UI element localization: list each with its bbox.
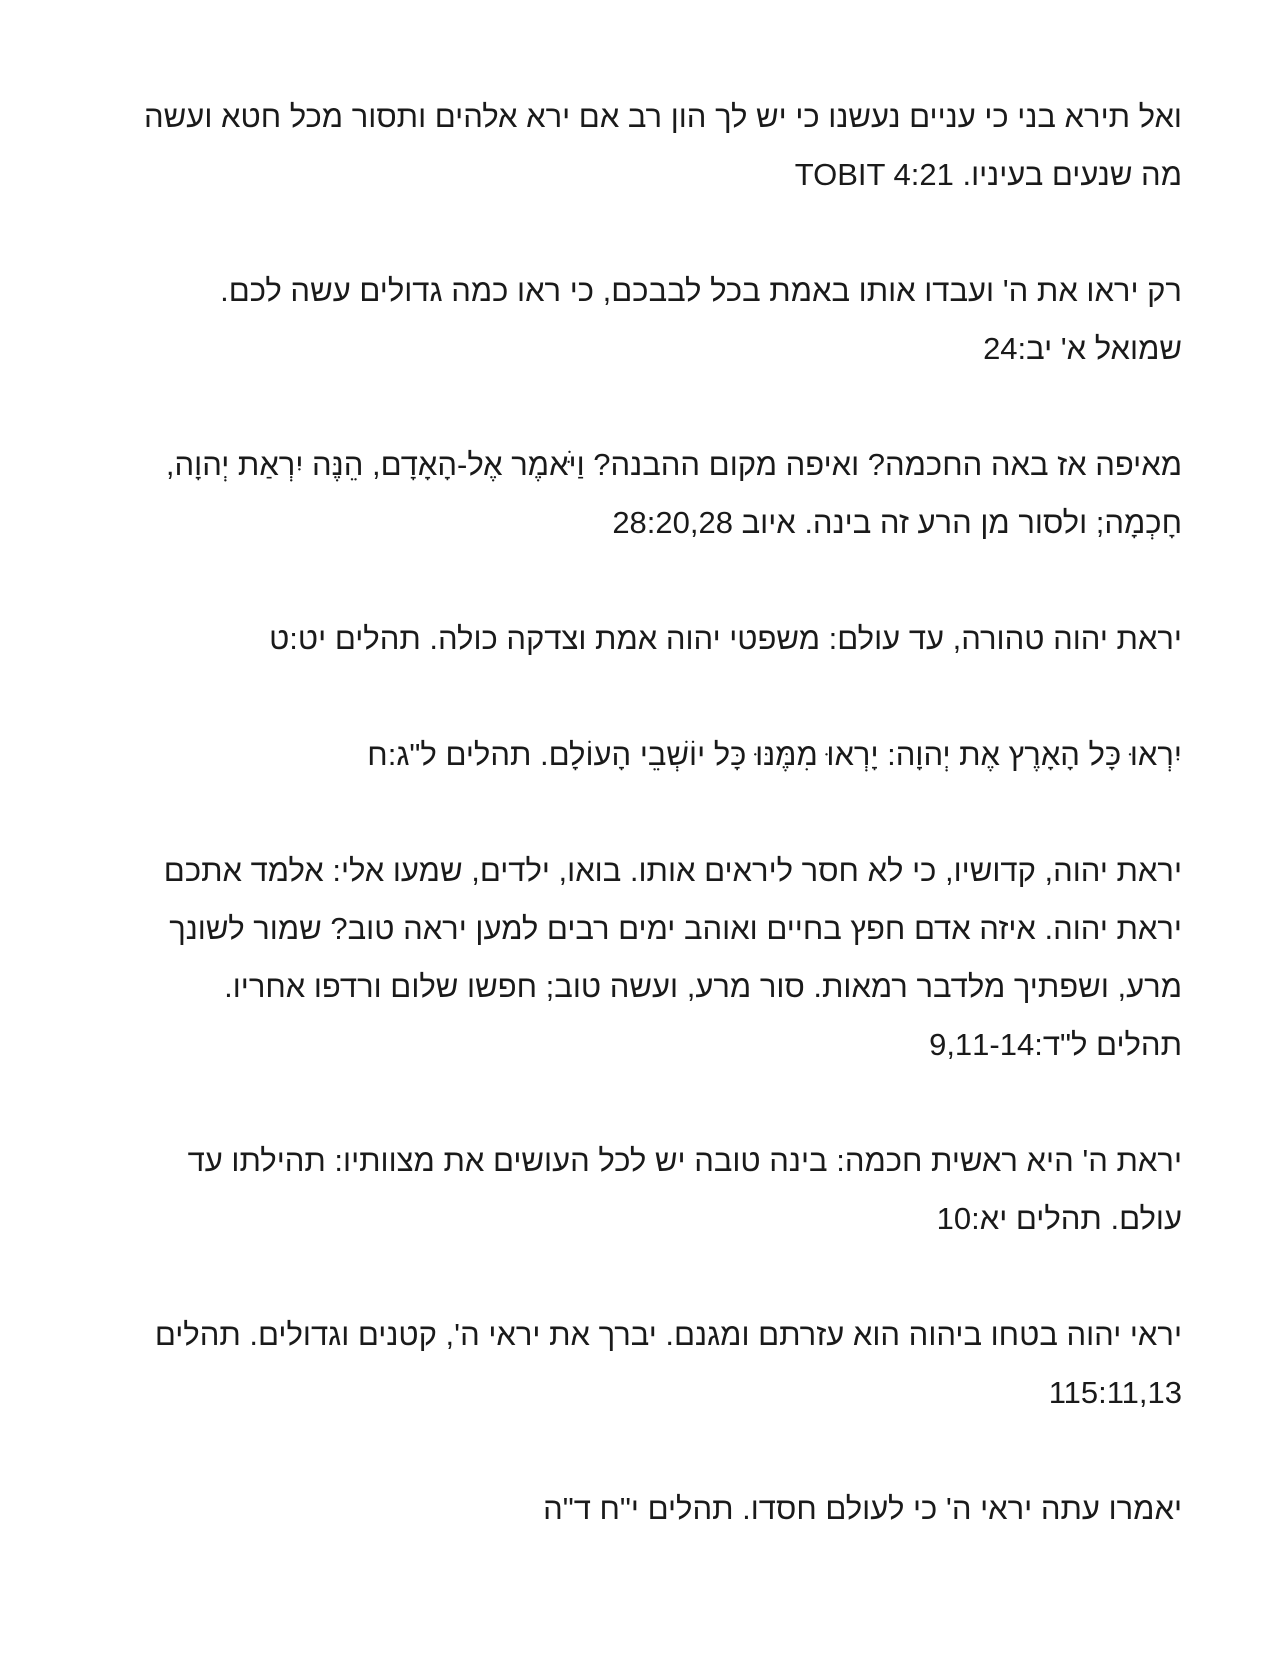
verse-line: תהלים ל"ד:9,11-14 <box>929 1027 1182 1062</box>
verse-paragraph <box>100 610 1182 668</box>
verse-line: מה שנעים בעיניו. TOBIT 4:21 <box>794 157 1182 192</box>
verse-line: יראת ה' היא ראשית חכמה: בינה טובה יש לכל העושים את מצוותיו: תהילתו עד <box>187 1143 1182 1178</box>
verse-line: 115:11,13 <box>1048 1375 1182 1410</box>
verse-paragraph <box>100 1306 1182 1422</box>
verse-paragraph <box>100 1480 1182 1538</box>
verse-line: יראת יהוה, קדושיו, כי לא חסר ליראים אותו. בואו, ילדים, שמעו אלי: אלמד אתכם <box>163 853 1182 888</box>
verse-paragraph <box>100 88 1182 204</box>
verse-paragraph <box>100 842 1182 1074</box>
document-page <box>100 88 1182 1596</box>
verse-line: ואל תירא בני כי עניים נעשנו כי יש לך הון רב אם ירא אלהים ותסור מכל חטא ועשה <box>144 99 1182 134</box>
verse-line: מרע, ושפתיך מלדבר רמאות. סור מרע, ועשה טוב; חפשו שלום ורדפו אחריו. <box>224 969 1182 1004</box>
verse-line: יראת יהוה טהורה, עד עולם: משפטי יהוה אמת וצדקה כולה. תהלים יט:ט <box>269 621 1182 656</box>
verse-line: שמואל א' יב:24 <box>983 331 1182 366</box>
verse-paragraph <box>100 1132 1182 1248</box>
verse-paragraph <box>100 262 1182 378</box>
verse-line: עולם. תהלים יא:10 <box>936 1201 1182 1236</box>
verse-line: יִרְאוּ כָּל הָאָרֶץ אֶת יְהוָה: יָרְאוּ מִמֶּנּוּ כָּל יוֹשְׁבֵי הָעוֹלָם. תהלים ל"ג:ח <box>367 737 1182 772</box>
verse-line: מאיפה אז באה החכמה? ואיפה מקום ההבנה? וַיֹּאמֶר אֶל-הָאָדָם, הֵנֶּה יִרְאַת יְהוָה, <box>165 447 1182 482</box>
verse-line: יראת יהוה. איזה אדם חפץ בחיים ואוהב ימים רבים למען יראה טוב? שמור לשונך <box>169 911 1182 946</box>
verse-line: רק יראו את ה' ועבדו אותו באמת בכל לבבכם, כי ראו כמה גדולים עשה לכם. <box>220 273 1182 308</box>
verse-line: יראי יהוה בטחו ביהוה הוא עזרתם ומגנם. יברך את יראי ה', קטנים וגדולים. תהלים <box>154 1317 1182 1352</box>
verse-line: חָכְמָה; ולסור מן הרע זה בינה. איוב 28:20,28 <box>612 505 1182 540</box>
verse-paragraph <box>100 726 1182 784</box>
verse-paragraph <box>100 436 1182 552</box>
verse-line: יאמרו עתה יראי ה' כי לעולם חסדו. תהלים י"ח ד"ה <box>543 1491 1182 1526</box>
